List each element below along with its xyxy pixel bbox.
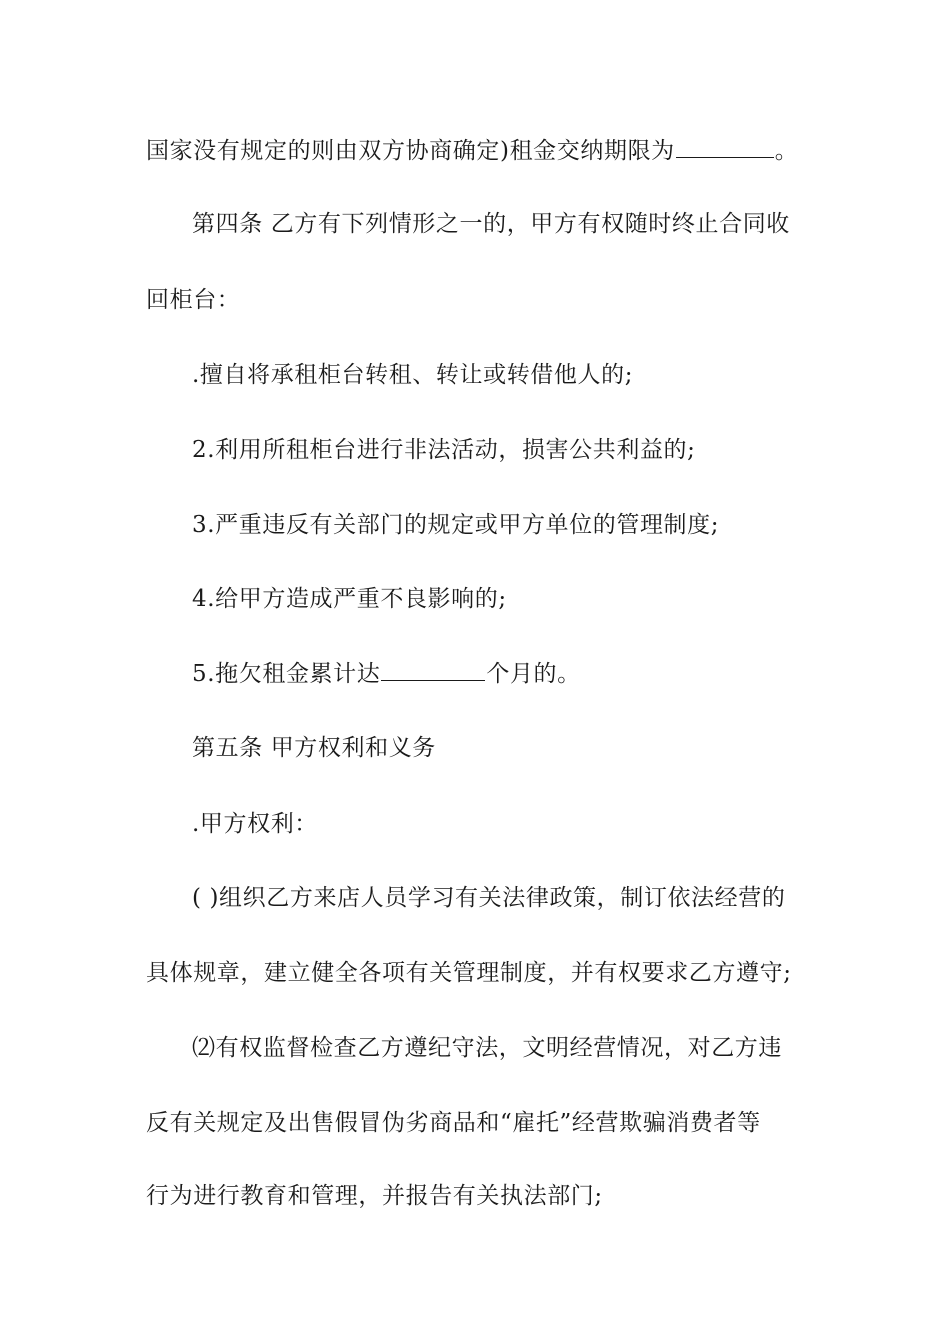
article-four-heading: 第四条 乙方有下列情形之一的，甲方有权随时终止合同收 bbox=[192, 211, 790, 237]
subsection-heading: .甲方权利： bbox=[192, 811, 318, 837]
paragraph-line: ( )组织乙方来店人员学习有关法律政策，制订依法经营的 bbox=[192, 885, 786, 911]
fill-in-blank bbox=[381, 658, 485, 681]
article-five-heading: 第五条 甲方权利和义务 bbox=[192, 735, 436, 761]
list-item: 4.给甲方造成严重不良影响的; bbox=[192, 586, 507, 612]
line-text: 5.拖欠租金累计达 bbox=[192, 661, 381, 687]
paragraph-line: ⑵有权监督检查乙方遵纪守法，文明经营情况，对乙方违 bbox=[192, 1035, 782, 1061]
list-item bbox=[192, 656, 826, 692]
list-item: 2.利用所租柜台进行非法活动，损害公共利益的; bbox=[192, 437, 696, 463]
paragraph-line: 反有关规定及出售假冒伪劣商品和“雇托”经营欺骗消费者等 bbox=[146, 1110, 761, 1136]
line-text: 国家没有规定的则由双方协商确定)租金交纳期限为 bbox=[146, 138, 675, 164]
line-text: 个月的。 bbox=[486, 661, 581, 687]
paragraph-line: 具体规章，建立健全各项有关管理制度，并有权要求乙方遵守; bbox=[146, 960, 792, 986]
list-item: .擅自将承租柜台转租、转让或转借他人的; bbox=[192, 362, 634, 388]
paragraph-line: 回柜台： bbox=[146, 287, 241, 313]
fill-in-blank bbox=[676, 135, 774, 158]
paragraph-line: 行为进行教育和管理，并报告有关执法部门; bbox=[146, 1183, 603, 1209]
line-text: 。 bbox=[774, 138, 799, 164]
list-item: 3.严重违反有关部门的规定或甲方单位的管理制度; bbox=[192, 512, 720, 538]
paragraph-line bbox=[146, 133, 826, 169]
